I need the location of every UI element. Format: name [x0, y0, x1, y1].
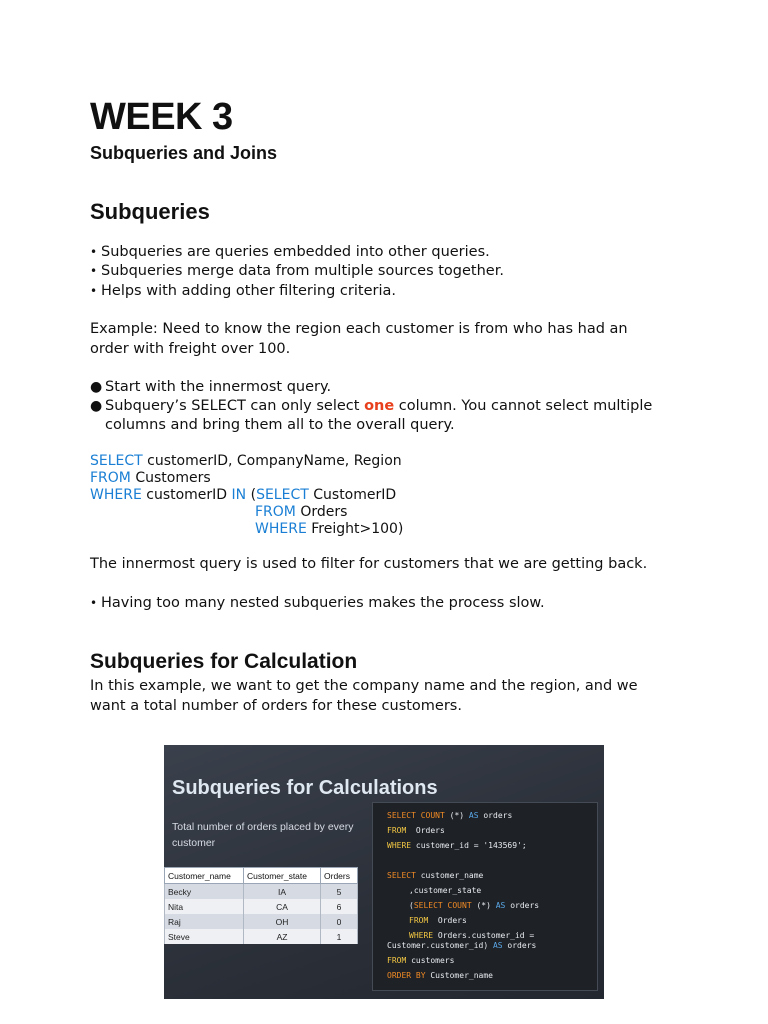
sql-line-5: WHERE Freight>100)	[255, 521, 404, 537]
slide-title: Subqueries for Calculations	[172, 777, 438, 799]
table-header: Customer_state	[244, 868, 321, 884]
code-line: WHERE Orders.customer_id =	[409, 931, 535, 940]
code-line: FROM customers	[387, 956, 455, 965]
code-line: WHERE customer_id = '143569';	[387, 841, 527, 850]
heading-subqueries: Subqueries	[90, 199, 210, 224]
code-line: ORDER BY Customer_name	[387, 971, 493, 980]
orders-table	[164, 867, 358, 944]
list-item: • Subqueries merge data from multiple sources together.	[90, 263, 504, 279]
bullet-icon: •	[90, 264, 98, 278]
table-row: Steve AZ 1	[165, 929, 358, 944]
list-item: • Subqueries are queries embedded into other queries.	[90, 244, 490, 260]
table-row: Raj OH 0	[165, 914, 358, 929]
innermost-note: The innermost query is used to filter for customers that we are getting back.	[90, 556, 648, 572]
list-item: • Helps with adding other filtering criteria.	[90, 283, 396, 299]
slide-caption: Total number of orders placed by every customer	[172, 821, 354, 849]
code-line: (SELECT COUNT (*) AS orders	[409, 901, 540, 910]
example-text-line1: Example: Need to know the region each customer is from who has had an	[90, 321, 628, 337]
intro-line2: want a total number of orders for these customers.	[90, 698, 462, 714]
sql-line-1: SELECT customerID, CompanyName, Region	[90, 453, 402, 469]
code-line: ,customer_state	[409, 886, 482, 895]
code-panel	[372, 802, 598, 991]
bullet-icon: ●	[90, 398, 103, 414]
code-line: FROM Orders	[409, 916, 467, 925]
code-line: SELECT COUNT (*) AS orders	[387, 811, 513, 820]
list-item: ● Subquery’s SELECT can only select one column. You cannot select multiple columns and bring them all to the overall query.	[90, 398, 653, 433]
code-line: FROM Orders	[387, 826, 445, 835]
page-subtitle: Subqueries and Joins	[90, 143, 278, 163]
code-line: Customer.customer_id) AS orders	[387, 941, 537, 950]
slide-image	[164, 745, 604, 999]
sql-line-4: FROM Orders	[255, 504, 348, 520]
heading-subqueries-calculation: Subqueries for Calculation	[90, 650, 358, 673]
bullet-icon: •	[90, 245, 98, 259]
highlight-one: one	[364, 398, 395, 414]
list-item: ● Start with the innermost query.	[90, 379, 332, 395]
bullet-icon: ●	[90, 379, 103, 395]
bullet-icon: •	[90, 596, 98, 610]
table-row: Becky IA 5	[165, 884, 358, 900]
code-line: SELECT customer_name	[387, 871, 484, 880]
table-row: Nita CA 6	[165, 899, 358, 914]
table-header-row	[165, 868, 358, 884]
table-header: Customer_name	[165, 868, 244, 884]
example-text-line2: order with freight over 100.	[90, 341, 291, 357]
list-item: • Having too many nested subqueries makes the process slow.	[90, 595, 545, 611]
sql-line-3: WHERE customerID IN (SELECT CustomerID	[90, 487, 397, 503]
bullet-icon: •	[90, 284, 98, 298]
intro-line1: In this example, we want to get the company name and the region, and we	[90, 678, 638, 694]
table-header: Orders	[321, 868, 358, 884]
week-title: WEEK 3	[90, 96, 233, 138]
sql-line-2: FROM Customers	[90, 470, 211, 486]
